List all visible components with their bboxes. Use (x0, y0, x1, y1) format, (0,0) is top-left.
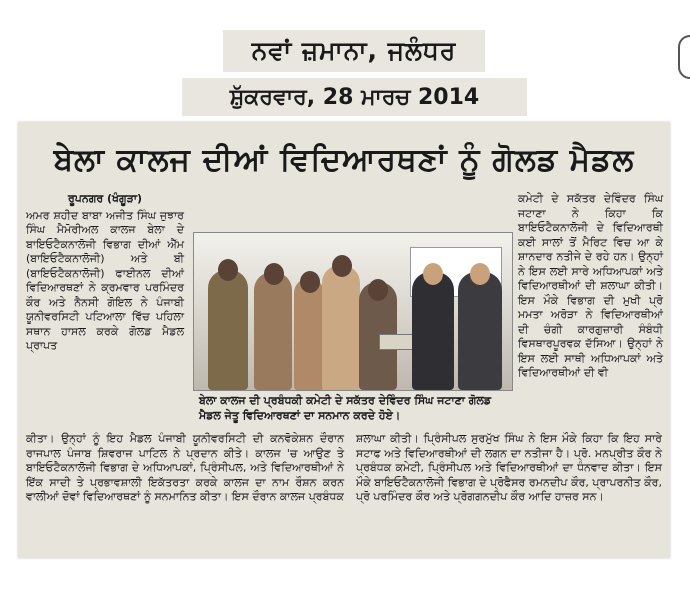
person-6-head (423, 263, 443, 285)
bottom-left-text: ਕੀਤਾ। ਉਨ੍ਹਾਂ ਨੂੰ ਇਹ ਮੈਡਲ ਪੰਜਾਬੀ ਯੂਨੀਵਰਸਿਟੀ ਦੀ ਕਨਵੋਕੇਸ਼ਨ ਦੌਰਾਨ ਰਾਜਪਾਲ ਪੰਜਾਬ ਸ਼ਿਵਰਾਜ ਪਾਟਿਲ ਨੇ ਪ੍ਰਦਾਨ ਕੀਤੇ। ਕਾਲਜ 'ਚ ਆਉਣ ਤੇ ਬਾਇਓਟੈਕਨਾਲੋਜੀ ਵਿਭਾਗ ਦੇ ਅਧਿਆਪਕਾਂ, ਪ੍ਰਿੰਸੀਪਲ, ਅਤੇ ਵਿਦਿਆਰਥੀਆਂ ਨੇ ਇੱਕ ਸਾਦੀ ਤੇ ਪ੍ਰਭਾਵਸ਼ਾਲੀ ਇਕੱਤਰਤਾ ਕਰਕੇ ਕਾਲਜ ਦਾ ਨਾਮ ਰੌਸ਼ਨ ਕਰਨ ਵਾਲੀਆਂ ਦੋਵਾਂ ਵਿਦਿਆਰਥਣਾਂ ਨੂੰ ਸਨਮਾਨਿਤ ਕੀਤਾ। ਇਸ ਦੌਰਾਨ ਕਾਲਜ ਪ੍ਰਬੰਧਕ (26, 432, 344, 503)
article-headline: ਬੇਲਾ ਕਾਲਜ ਦੀਆਂ ਵਿਦਿਆਰਥਣਾਂ ਨੂੰ ਗੋਲਡ ਮੈਡਲ (53, 142, 635, 178)
bottom-right-text: ਸ਼ਲਾਘਾ ਕੀਤੀ। ਪ੍ਰਿੰਸੀਪਲ ਸੁਰਮੁੱਖ ਸਿੰਘ ਨੇ ਇਸ ਮੌਕੇ ਕਿਹਾ ਕਿ ਇਹ ਸਾਰੇ ਸਟਾਫ ਅਤੇ ਵਿਦਿਆਰਥੀਆਂ ਦੀ ਲਗਨ ਦਾ ਨਤੀਜਾ ਹੈ। ਪ੍ਰੋ. ਮਨਪ੍ਰੀਤ ਕੌਰ ਨੇ ਪ੍ਰਬੰਧਕ ਕਮੇਟੀ, ਪ੍ਰਿੰਸੀਪਲ ਅਤੇ ਵਿਦਿਆਰਥੀਆਂ ਦਾ ਧੰਨਵਾਦ ਕੀਤਾ। ਇਸ ਮੌਕੇ ਬਾਇਓਟੈਕਨਾਲੋਜੀ ਵਿਭਾਗ ਦੇ ਪ੍ਰੋਫੈਸਰ ਰਮਨਦੀਪ ਕੌਰ, ਪ੍ਰਾਪਰਨੀਤ ਕੌਰ, ਪ੍ਰੋ ਪਰਮਿੰਦਰ ਕੌਰ ਅਤੇ ਪ੍ਰੋਗਗਨਦੀਪ ਕੌਰ ਆਦਿ ਹਾਜ਼ਰ ਸਨ। (356, 432, 662, 503)
person-2-head (264, 263, 284, 285)
person-5-head (368, 279, 388, 301)
column-3-text: ਕਮੇਟੀ ਦੇ ਸਕੱਤਰ ਦੇਵਿੰਦਰ ਸਿੰਘ ਜਟਾਣਾ ਨੇ ਕਿਹਾ ਕਿ ਬਾਇਓਟੈਕਨਾਲੋਜੀ ਦੇ ਵਿਦਿਆਰਥੀ ਕਈ ਸਾਲਾਂ ਤੋਂ ਮੈਰਿਟ ਵਿਚ ਆ ਕੇ ਸ਼ਾਨਦਾਰ ਨਤੀਜੇ ਦੇ ਰਹੇ ਹਨ। ਉਨ੍ਹਾਂ ਨੇ ਇਸ ਲਈ ਸਾਰੇ ਅਧਿਆਪਕਾਂ ਅਤੇ ਵਿਦਿਆਰਥੀਆਂ ਦੀ ਸ਼ਲਾਘਾ ਕੀਤੀ। ਇਸ ਮੌਕੇ ਵਿਭਾਗ ਦੀ ਮੁਖੀ ਪ੍ਰੋ ਮਮਤਾ ਅਰੋੜਾ ਨੇ ਵਿਦਿਆਰਥੀਆਂ ਦੀ ਚੰਗੀ ਕਾਰਗੁਜ਼ਾਰੀ ਸੰਬੰਧੀ ਵਿਸਥਾਰਪੂਰਵਕ ਦੱਸਿਆ। ਉਨ੍ਹਾਂ ਨੇ ਇਸ ਲਈ ਸਾਥੀ ਅਧਿਆਪਕਾਂ ਅਤੇ ਵਿਦਿਆਰਥੀਆਂ ਦੀ ਵੀ (518, 192, 663, 379)
person-4-head (332, 255, 352, 277)
person-2 (254, 272, 292, 390)
person-3-head (300, 271, 320, 293)
person-7-head (470, 263, 490, 285)
article-column-1 (26, 192, 184, 354)
article-column-3 (518, 192, 663, 381)
person-6 (412, 272, 454, 390)
byline: ਰੂਪਨਗਰ (ਖੰਗੂੜਾ) (67, 192, 143, 205)
person-1-head (218, 259, 238, 281)
news-clipping (18, 122, 670, 558)
person-1 (208, 270, 248, 390)
binder-mark (678, 35, 690, 79)
publication-date: ਸ਼ੁੱਕਰਵਾਰ, 28 ਮਾਰਚ 2014 (182, 78, 527, 116)
newspaper-name: ਨਵਾਂ ਜ਼ਮਾਨਾ, ਜਲੰਧਰ (223, 30, 485, 72)
person-7 (458, 272, 502, 390)
column-1-text: ਅਮਰ ਸ਼ਹੀਦ ਬਾਬਾ ਅਜੀਤ ਸਿੰਘ ਜੁਝਾਰ ਸਿੰਘ ਮੈਮੋਰੀਅਲ ਕਾਲਜ ਬੇਲਾ ਦੇ ਬਾਇਓਟੈਕਨਾਲੋਜੀ ਵਿਭਾਗ ਦੀਆਂ ਐੱਮ (ਬਾਇਓਟੈਕਨਾਲੋਜੀ) ਅਤੇ ਬੀ (ਬਾਇਓਟੈਕਨਾਲੋਜੀ) ਫਾਈਨਲ ਦੀਆਂ ਵਿਦਿਆਰਥਣਾਂ ਨੇ ਕ੍ਰਮਵਾਰ ਪਰਮਿੰਦਰ ਕੌਰ ਅਤੇ ਨੈਨਸੀ ਗੋਇਲ ਨੇ ਪੰਜਾਬੀ ਯੂਨੀਵਰਸਿਟੀ ਪਟਿਆਲਾ ਵਿੱਚ ਪਹਿਲਾ ਸਥਾਨ ਹਾਸਲ ਕਰਕੇ ਗੋਲਡ ਮੈਡਲ ਪ੍ਰਾਪਤ (26, 208, 184, 352)
photo-caption: ਬੇਲਾ ਕਾਲਜ ਦੀ ਪ੍ਰਬੰਧਕੀ ਕਮੇਟੀ ਦੇ ਸਕੱਤਰ ਦੇਵਿੰਦਰ ਸਿੰਘ ਜਟਾਣਾ ਗੋਲਡ ਮੈਡਲ ਜੇਤੂ ਵਿਦਿਆਰਥਣਾਂ ਦਾ ਸਨਮਾਨ ਕਰਦੇ ਹੋਏ। (199, 394, 491, 422)
person-4 (322, 265, 360, 390)
article-photo (193, 232, 513, 391)
person-3 (294, 278, 324, 390)
